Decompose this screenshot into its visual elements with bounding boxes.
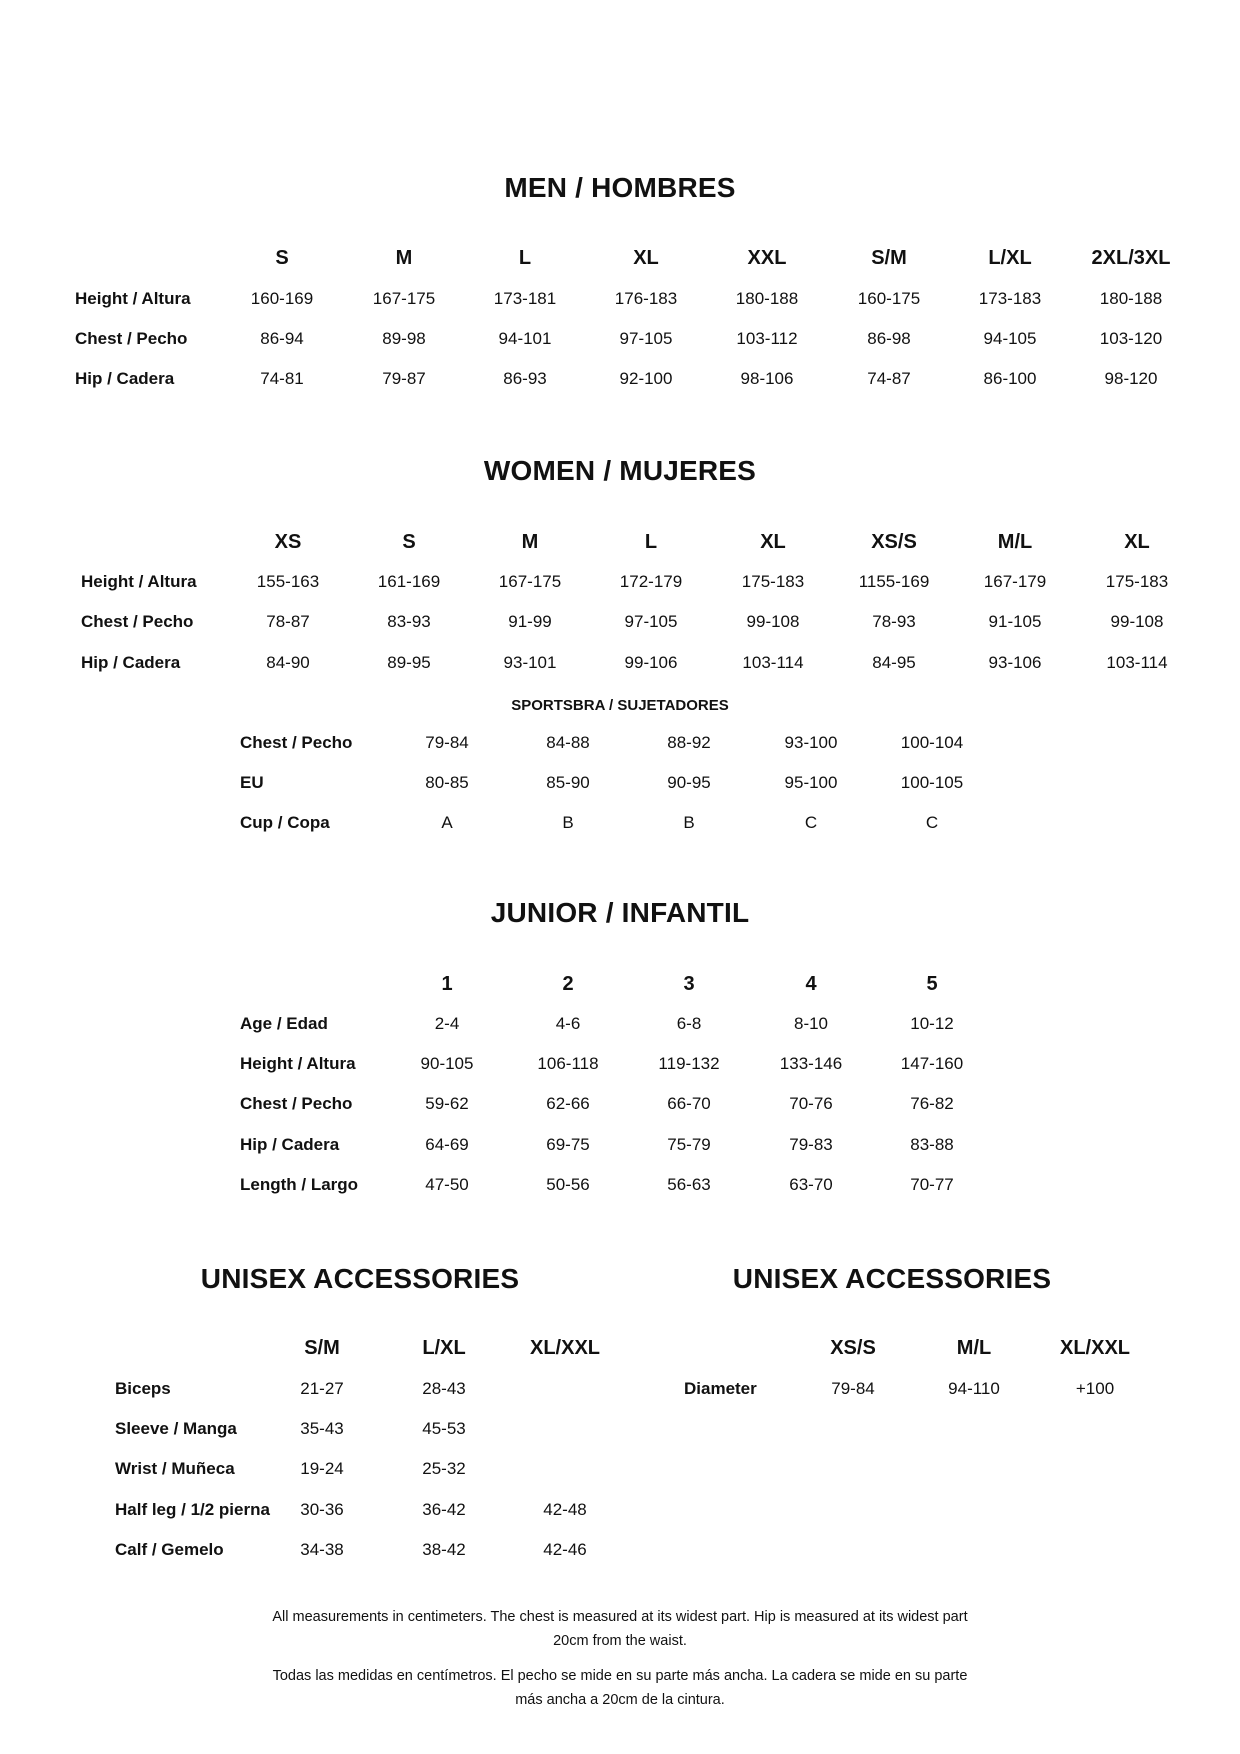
table-cell: 167-175 <box>372 289 436 308</box>
row-label: Diameter <box>684 1379 757 1398</box>
men-title: MEN / HOMBRES <box>504 172 736 203</box>
row-label: Hip / Cadera <box>81 653 181 672</box>
size-column-header: XS/S <box>830 1337 876 1359</box>
size-column-header: XL <box>633 247 659 269</box>
table-cell: 63-70 <box>789 1175 833 1194</box>
table-cell: A <box>441 813 453 832</box>
table-cell: 84-88 <box>546 733 590 752</box>
table-cell: 106-118 <box>537 1054 599 1073</box>
table-cell: 86-98 <box>867 329 911 348</box>
row-label: Hip / Cadera <box>75 369 175 388</box>
table-cell: 97-105 <box>624 612 678 631</box>
junior-title: JUNIOR / INFANTIL <box>490 897 750 928</box>
size-column-header: L/XL <box>988 247 1032 269</box>
table-cell: 34-38 <box>300 1540 344 1559</box>
table-cell: 100-104 <box>900 733 964 752</box>
row-label: Chest / Pecho <box>75 329 188 348</box>
table-cell: 78-87 <box>266 612 310 631</box>
size-column-header: 2XL/3XL <box>1091 247 1171 269</box>
row-label: Half leg / 1/2 pierna <box>115 1500 270 1519</box>
table-cell: 100-105 <box>900 773 964 792</box>
table-cell: 180-188 <box>1099 289 1163 308</box>
table-cell: 83-93 <box>387 612 431 631</box>
size-column-header: XL/XXL <box>529 1337 601 1359</box>
table-cell: 93-106 <box>988 653 1042 672</box>
table-cell: 94-101 <box>498 329 552 348</box>
table-cell: 94-105 <box>983 329 1037 348</box>
table-cell: 66-70 <box>667 1094 711 1113</box>
row-label: Biceps <box>115 1379 171 1398</box>
size-column-header: L <box>644 531 658 553</box>
table-cell: B <box>562 813 574 832</box>
size-column-header: M <box>395 247 413 269</box>
row-label: Age / Edad <box>240 1014 328 1033</box>
table-cell: 85-90 <box>546 773 590 792</box>
table-cell: 21-27 <box>300 1379 344 1398</box>
size-column-header: S/M <box>871 247 907 269</box>
row-label: Height / Altura <box>75 289 191 308</box>
table-cell: 6-8 <box>676 1014 702 1033</box>
table-cell: 42-48 <box>543 1500 587 1519</box>
size-column-header: XL <box>760 531 786 553</box>
table-cell: 70-76 <box>789 1094 833 1113</box>
table-cell: 30-36 <box>300 1500 344 1519</box>
table-cell: 160-169 <box>250 289 314 308</box>
table-cell: 76-82 <box>910 1094 954 1113</box>
note-spanish: Todas las medidas en centímetros. El pecho se mide en su parte más ancha. La cadera se mide en su parte más ancha a 20cm de la cintura. <box>272 1668 968 1708</box>
size-column-header: XL <box>1124 531 1150 553</box>
row-label: Sleeve / Manga <box>115 1419 237 1438</box>
table-cell: 175-183 <box>741 572 805 591</box>
row-label: Chest / Pecho <box>240 1094 353 1113</box>
table-cell: 155-163 <box>256 572 320 591</box>
table-cell: 50-56 <box>546 1175 590 1194</box>
table-cell: 167-179 <box>983 572 1047 591</box>
row-label: Hip / Cadera <box>240 1135 340 1154</box>
table-cell: 88-92 <box>667 733 711 752</box>
table-cell: 103-120 <box>1099 329 1163 348</box>
size-column-header: 5 <box>926 973 938 995</box>
table-cell: 47-50 <box>425 1175 469 1194</box>
row-label: EU <box>240 773 264 792</box>
table-cell: 2-4 <box>434 1014 460 1033</box>
size-column-header: 2 <box>562 973 574 995</box>
table-cell: 180-188 <box>735 289 799 308</box>
table-cell: 86-100 <box>983 369 1037 388</box>
table-cell: 79-84 <box>831 1379 875 1398</box>
table-cell: 84-90 <box>266 653 310 672</box>
table-cell: 90-105 <box>420 1054 474 1073</box>
accessories-left-title: UNISEX ACCESSORIES <box>200 1263 520 1294</box>
table-cell: 176-183 <box>614 289 678 308</box>
table-cell: 74-87 <box>867 369 911 388</box>
table-cell: 79-87 <box>382 369 426 388</box>
table-cell: 56-63 <box>667 1175 711 1194</box>
table-cell: 84-95 <box>872 653 916 672</box>
table-cell: B <box>683 813 695 832</box>
table-cell: 45-53 <box>422 1419 466 1438</box>
table-cell: 83-88 <box>910 1135 954 1154</box>
table-cell: 86-94 <box>260 329 304 348</box>
table-cell: 99-108 <box>746 612 800 631</box>
accessories-right-title: UNISEX ACCESSORIES <box>732 1263 1052 1294</box>
size-column-header: XS <box>274 531 302 553</box>
table-cell: 86-93 <box>503 369 547 388</box>
table-cell: 97-105 <box>619 329 673 348</box>
table-cell: 4-6 <box>555 1014 581 1033</box>
table-cell: C <box>804 813 818 832</box>
table-cell: 80-85 <box>425 773 469 792</box>
table-cell: 173-183 <box>978 289 1042 308</box>
table-cell: 25-32 <box>422 1459 466 1478</box>
table-cell: 167-175 <box>498 572 562 591</box>
table-cell: 92-100 <box>619 369 673 388</box>
table-cell: 160-175 <box>857 289 921 308</box>
table-cell: 133-146 <box>779 1054 843 1073</box>
table-cell: 103-114 <box>1106 653 1168 672</box>
table-cell: 79-84 <box>425 733 469 752</box>
table-cell: 147-160 <box>900 1054 964 1073</box>
size-column-header: M <box>521 531 539 553</box>
size-column-header: XL/XXL <box>1059 1337 1131 1359</box>
size-column-header: S <box>402 531 416 553</box>
table-cell: 175-183 <box>1105 572 1169 591</box>
table-cell: 99-108 <box>1110 612 1164 631</box>
table-cell: 172-179 <box>619 572 683 591</box>
table-cell: 10-12 <box>910 1014 954 1033</box>
size-column-header: M/L <box>997 531 1033 553</box>
table-cell: 93-100 <box>784 733 838 752</box>
table-cell: +100 <box>1075 1379 1115 1398</box>
table-cell: 99-106 <box>624 653 678 672</box>
table-cell: 42-46 <box>543 1540 587 1559</box>
table-cell: 38-42 <box>422 1540 466 1559</box>
table-cell: 103-114 <box>742 653 804 672</box>
table-cell: 78-93 <box>872 612 916 631</box>
size-column-header: L/XL <box>422 1337 466 1359</box>
row-label: Height / Altura <box>81 572 197 591</box>
table-cell: 173-181 <box>493 289 557 308</box>
table-cell: 89-95 <box>387 653 431 672</box>
row-label: Calf / Gemelo <box>115 1540 224 1559</box>
table-cell: 119-132 <box>658 1054 720 1073</box>
table-cell: 91-105 <box>988 612 1042 631</box>
size-column-header: L <box>518 247 532 269</box>
size-column-header: XS/S <box>871 531 917 553</box>
table-cell: C <box>925 813 939 832</box>
table-cell: 89-98 <box>382 329 426 348</box>
women-title: WOMEN / MUJERES <box>483 455 757 486</box>
table-cell: 93-101 <box>503 653 557 672</box>
table-cell: 59-62 <box>425 1094 469 1113</box>
table-cell: 35-43 <box>300 1419 344 1438</box>
table-cell: 62-66 <box>546 1094 590 1113</box>
table-cell: 70-77 <box>910 1175 954 1194</box>
table-cell: 95-100 <box>784 773 838 792</box>
row-label: Length / Largo <box>240 1175 359 1194</box>
row-label: Wrist / Muñeca <box>115 1459 235 1478</box>
size-column-header: S <box>275 247 289 269</box>
table-cell: 103-112 <box>736 329 798 348</box>
size-column-header: S/M <box>304 1337 340 1359</box>
table-cell: 69-75 <box>546 1135 590 1154</box>
size-column-header: 1 <box>441 973 453 995</box>
size-column-header: M/L <box>956 1337 992 1359</box>
table-cell: 79-83 <box>789 1135 833 1154</box>
table-cell: 8-10 <box>793 1014 829 1033</box>
table-cell: 28-43 <box>422 1379 466 1398</box>
size-column-header: XXL <box>747 247 787 269</box>
sportsbra-title: SPORTSBRA / SUJETADORES <box>511 697 729 714</box>
table-cell: 90-95 <box>667 773 711 792</box>
table-cell: 74-81 <box>260 369 304 388</box>
table-cell: 91-99 <box>508 612 552 631</box>
table-cell: 98-120 <box>1104 369 1158 388</box>
table-cell: 75-79 <box>667 1135 711 1154</box>
table-cell: 98-106 <box>740 369 794 388</box>
table-cell: 36-42 <box>422 1500 466 1519</box>
size-column-header: 3 <box>683 973 695 995</box>
table-cell: 1155-169 <box>858 572 930 591</box>
note-english: All measurements in centimeters. The chest is measured at its widest part. Hip is measured at its widest part 20cm from the waist. <box>272 1609 968 1649</box>
table-cell: 19-24 <box>300 1459 344 1478</box>
row-label: Chest / Pecho <box>240 733 353 752</box>
row-label: Height / Altura <box>240 1054 356 1073</box>
table-cell: 94-110 <box>948 1379 1000 1398</box>
table-cell: 64-69 <box>425 1135 469 1154</box>
row-label: Cup / Copa <box>240 813 330 832</box>
table-cell: 161-169 <box>377 572 441 591</box>
size-column-header: 4 <box>805 973 817 995</box>
row-label: Chest / Pecho <box>81 612 194 631</box>
